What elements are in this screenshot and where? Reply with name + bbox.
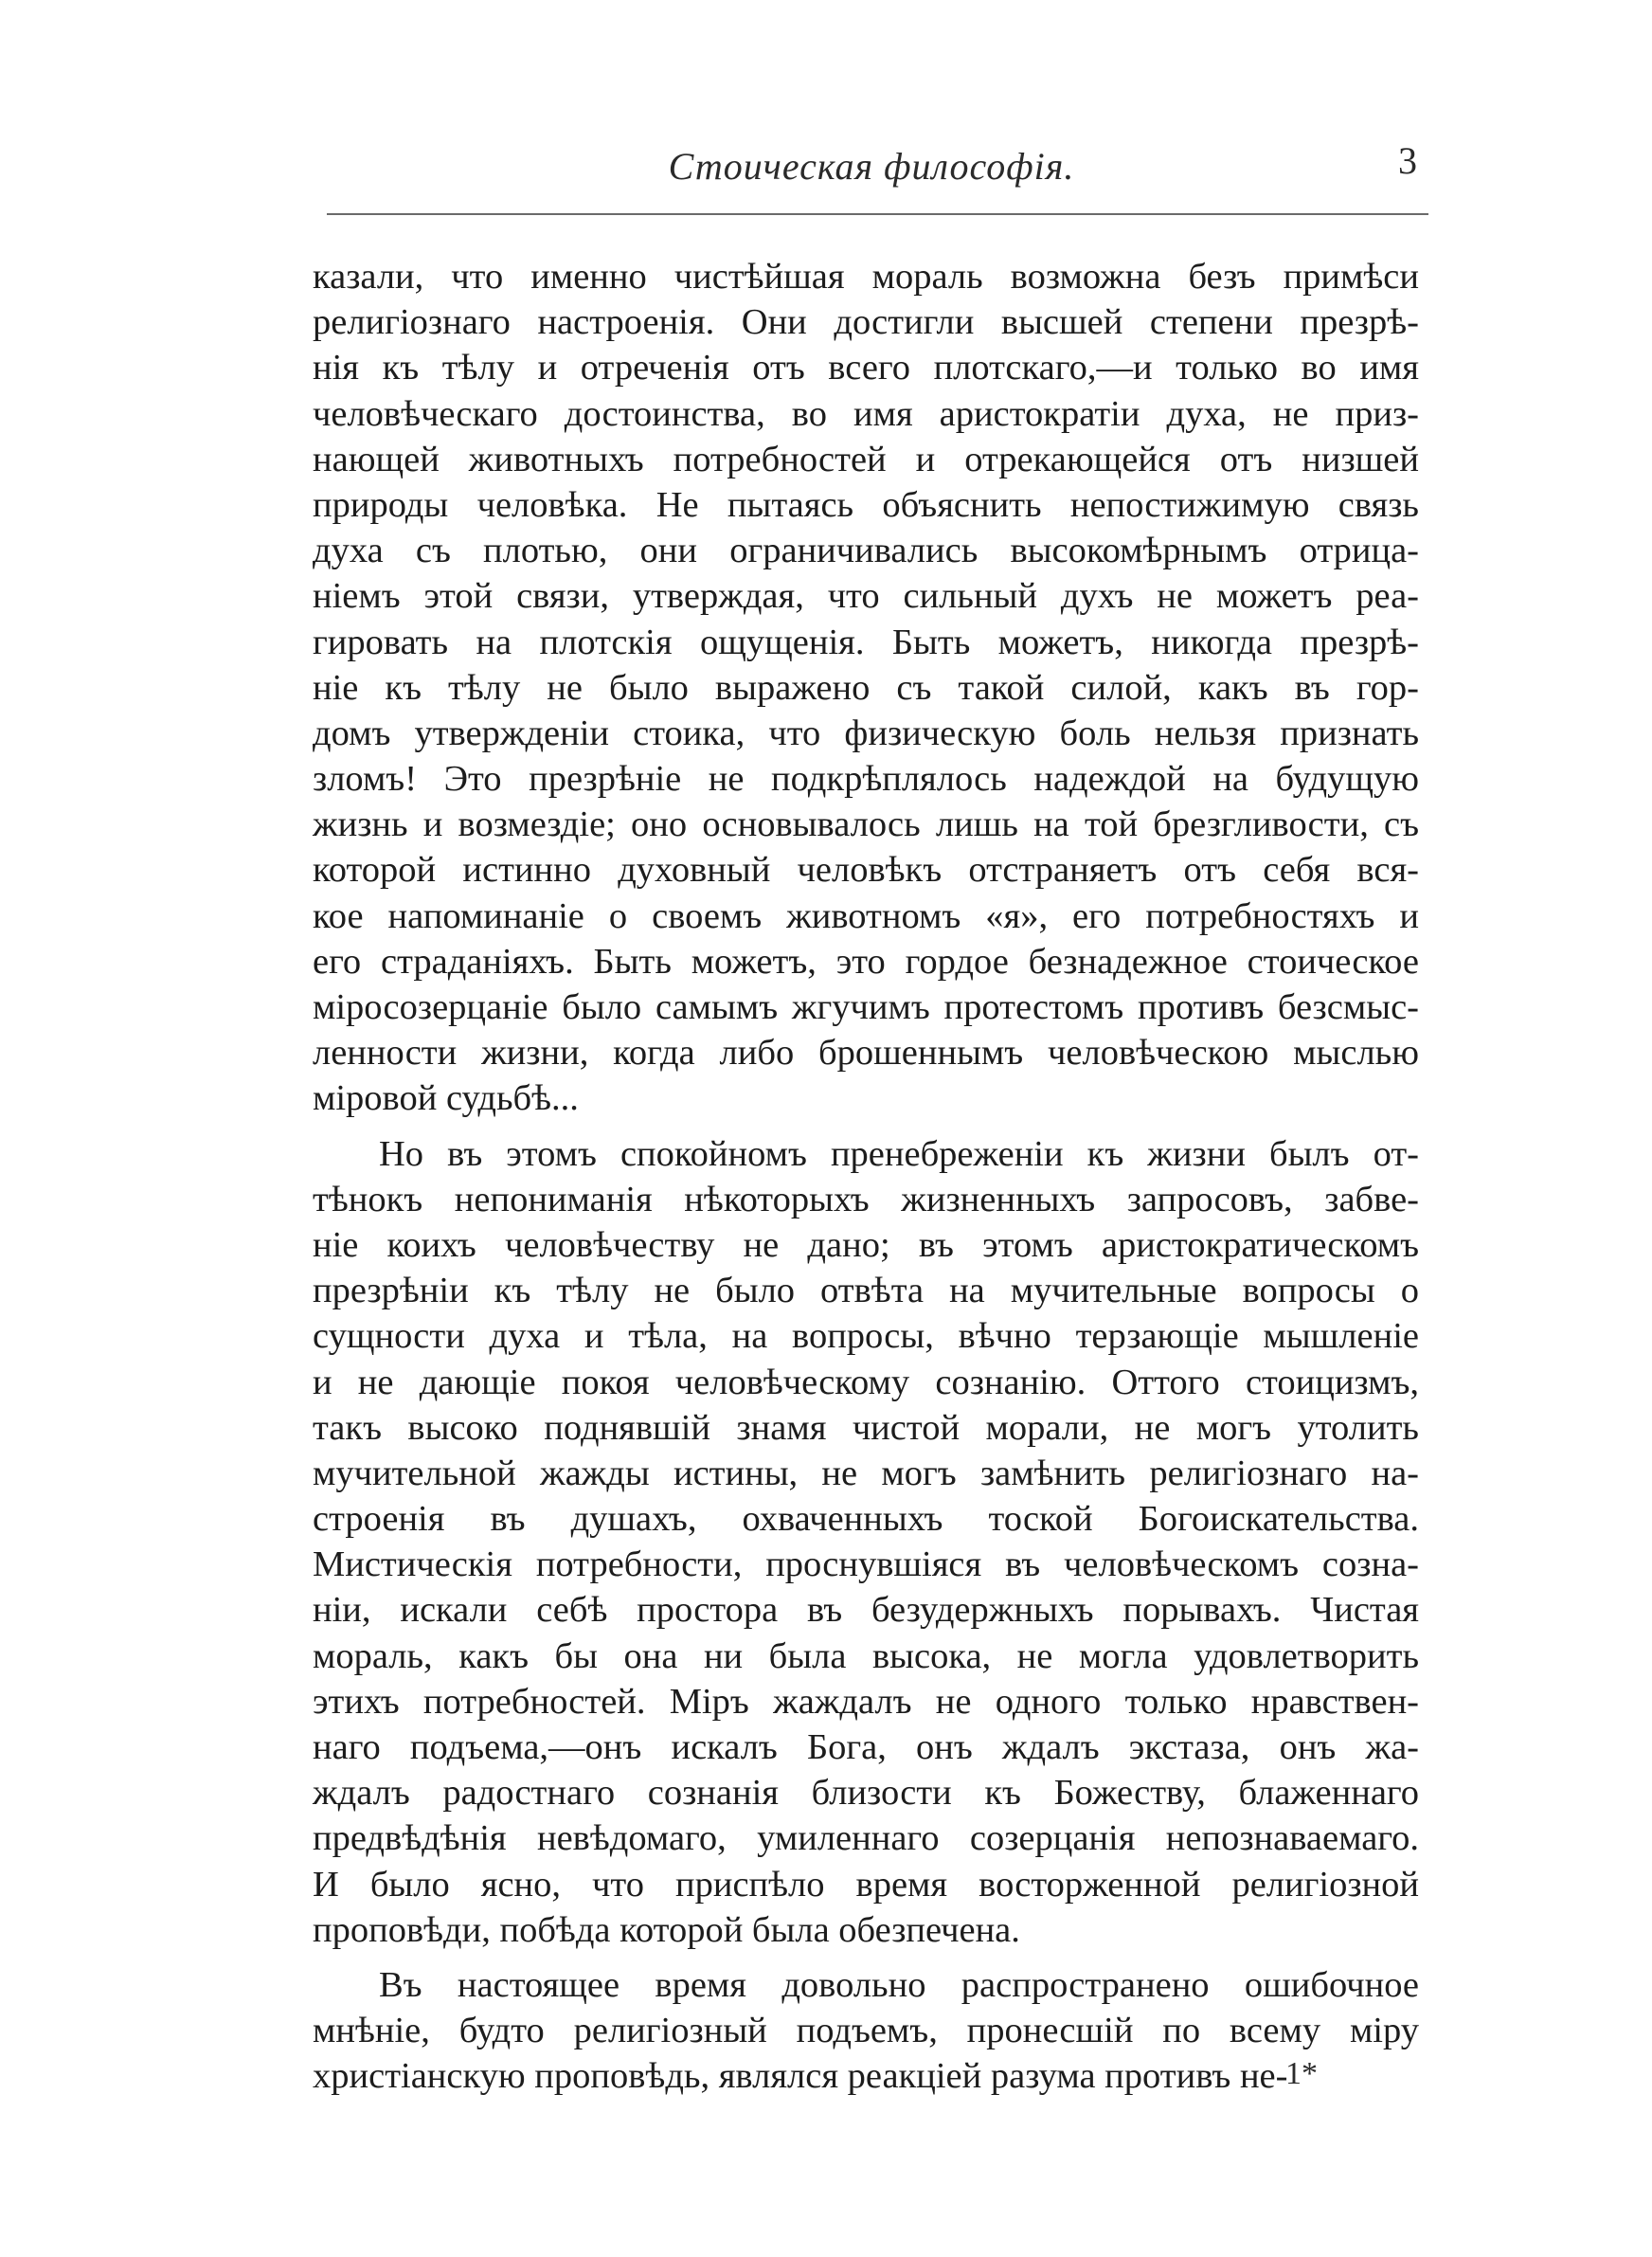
text-line: сущности духа и тѣла, на вопросы, вѣчно терзающіе мышленіе (313, 1316, 1419, 1357)
text-line: христіанскую проповѣдь, являлся реакціей разума противъ не- (313, 2056, 1288, 2097)
page-number: 3 (1398, 139, 1417, 182)
text-line: такъ высоко поднявшій знамя чистой морали, не могъ утолить (313, 1407, 1419, 1448)
text-line: нающей животныхъ потребностей и отрекающейся отъ низшей (313, 439, 1419, 479)
paragraph-gap (313, 1953, 1419, 1962)
text-line: наго подъема,—онъ искалъ Бога, онъ ждалъ экстаза, онъ жа- (313, 1727, 1419, 1767)
text-line: природы человѣка. Не пытаясь объяснить непостижимую связь (313, 484, 1419, 525)
text-line: нія къ тѣлу и отреченія отъ всего плотскаго,—и только во имя (313, 348, 1419, 388)
text-line: проповѣди, побѣда которой была обезпечена. (313, 1909, 1020, 1950)
text-line: тѣнокъ непониманія нѣкоторыхъ жизненныхъ запросовъ, забве- (313, 1179, 1419, 1219)
text-line: ніе коихъ человѣчеству не дано; въ этомъ аристократическомъ (313, 1224, 1419, 1265)
text-line: ждалъ радостнаго сознанія близости къ Божеству, блаженнаго (313, 1773, 1419, 1814)
paragraph (313, 1131, 1419, 1953)
text-line: духа съ плотью, они ограничивались высокомѣрнымъ отрица- (313, 531, 1419, 571)
text-line: презрѣніи къ тѣлу не было отвѣта на мучительные вопросы о (313, 1271, 1419, 1311)
text-line: мнѣніе, будто религіозный подъемъ, пронесшій по всему міру (313, 2011, 1419, 2051)
text-line: домъ утвержденіи стоика, что физическую боль нельзя признать (313, 713, 1419, 753)
text-line: ніемъ этой связи, утверждая, что сильный духъ не можетъ реа- (313, 576, 1419, 617)
text-line: міросозерцаніе было самымъ жгучимъ протестомъ противъ безсмыс- (313, 987, 1419, 1027)
text-line: предвѣдѣнія невѣдомаго, умиленнаго созерцанія непознаваемаго. (313, 1818, 1419, 1859)
header-rule (327, 213, 1428, 215)
text-line: казали, что именно чистѣйшая мораль возможна безъ примѣси (313, 257, 1419, 297)
running-title: Стоическая философія. (668, 145, 1075, 188)
text-line: этихъ потребностей. Міръ жаждалъ не одного только нравствен- (313, 1681, 1419, 1722)
text-line: человѣческаго достоинства, во имя аристократіи духа, не приз- (313, 393, 1419, 434)
text-line: религіознаго настроенія. Они достигли высшей степени презрѣ- (313, 302, 1419, 343)
text-line: жизнь и возмездіе; оно основывалось лишь на той брезгливости, съ (313, 804, 1419, 845)
text-line: И было ясно, что приспѣло время восторженной религіозной (313, 1864, 1419, 1905)
text-line: строенія въ душахъ, охваченныхъ тоской Богоискательства. (313, 1499, 1419, 1540)
signature-mark: 1* (1285, 2056, 1318, 2091)
text-line: и не дающіе покоя человѣческому сознанію. Оттого стоицизмъ, (313, 1362, 1419, 1402)
text-line: гировать на плотскія ощущенія. Быть можетъ, никогда презрѣ- (313, 622, 1419, 662)
text-line: мораль, какъ бы она ни была высока, не могла удовлетворить (313, 1635, 1419, 1676)
text-line: зломъ! Это презрѣніе не подкрѣплялось надеждой на будущую (313, 759, 1419, 800)
text-line: ніи, искали себѣ простора въ безудержныхъ порывахъ. Чистая (313, 1590, 1419, 1631)
text-line: ніе къ тѣлу не было выражено съ такой силой, какъ въ гор- (313, 667, 1419, 708)
paragraph (313, 254, 1419, 1122)
text-line: Въ настоящее время довольно распространено ошибочное (379, 1964, 1419, 2005)
text-line: кое напоминаніе о своемъ животномъ «я», его потребностяхъ и (313, 895, 1419, 936)
text-line: ленности жизни, когда либо брошеннымъ человѣческою мыслью (313, 1033, 1419, 1074)
text-line: мучительной жажды истины, не могъ замѣнить религіознаго на- (313, 1453, 1419, 1493)
text-line: которой истинно духовный человѣкъ отстраняетъ отъ себя вся- (313, 850, 1419, 891)
body-text (313, 254, 1419, 2100)
text-line: его страданіяхъ. Быть можетъ, это гордое безнадежное стоическое (313, 941, 1419, 982)
text-line: міровой судьбѣ... (313, 1078, 579, 1119)
paragraph (313, 1962, 1419, 2100)
text-line: Мистическія потребности, проснувшіяся въ человѣческомъ созна- (313, 1544, 1419, 1585)
paragraph-gap (313, 1122, 1419, 1131)
text-line: Но въ этомъ спокойномъ пренебреженіи къ жизни былъ от- (379, 1133, 1419, 1174)
running-head (313, 139, 1430, 201)
